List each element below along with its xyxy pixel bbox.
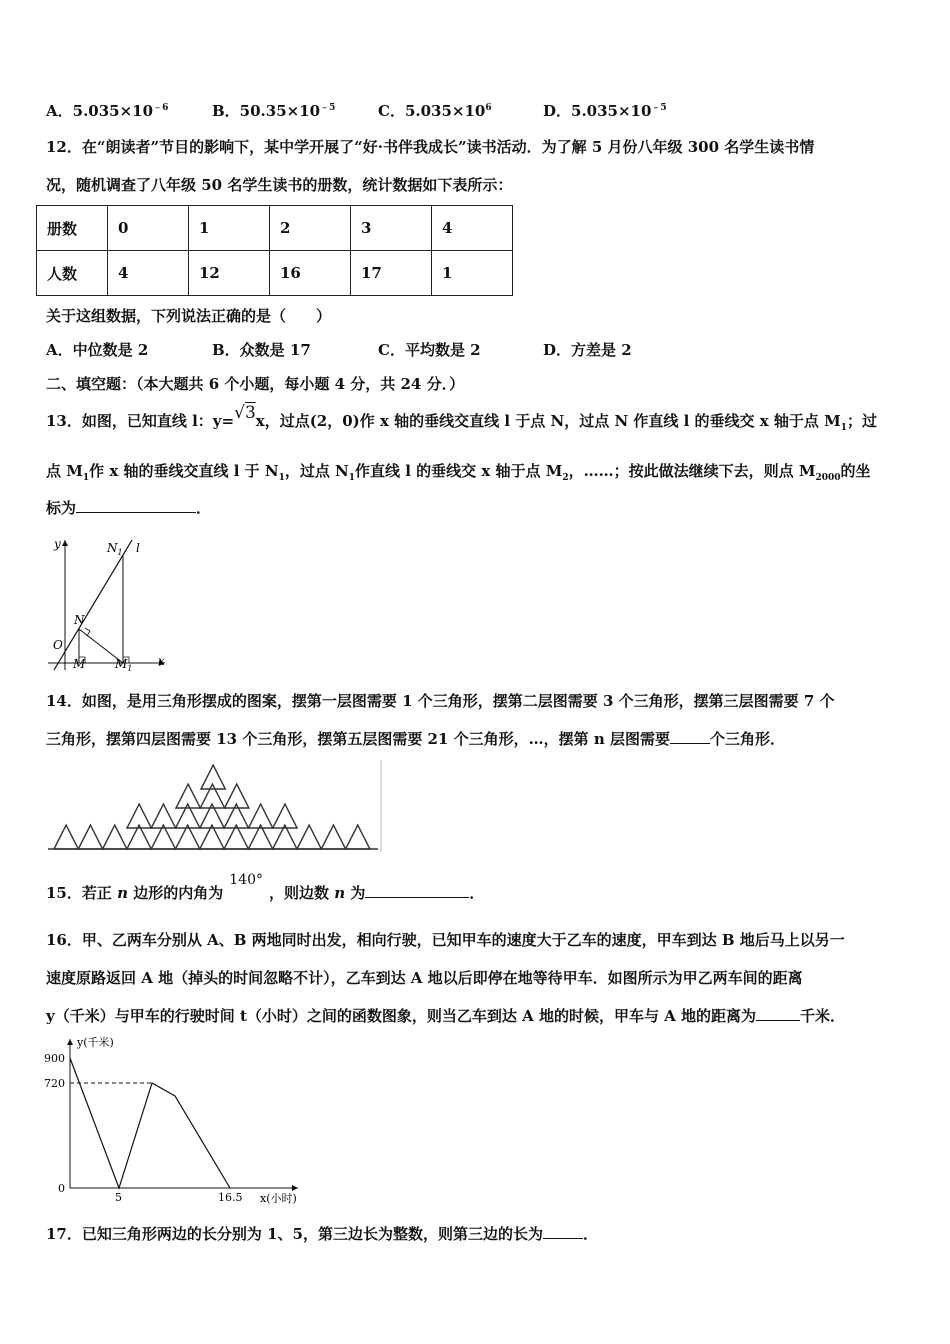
table-cell: 册数 (37, 206, 108, 251)
q14-text-line1: 14．如图，是用三角形摆成的图案，摆第一层图需要 1 个三角形，摆第二层图需要 3 个三角形，摆第三层图需要 7 个 (46, 692, 835, 710)
triangle (78, 825, 102, 849)
q12-data-table (36, 205, 513, 296)
q16-graph (40, 1034, 320, 1208)
table-row (37, 251, 513, 296)
answer-blank (76, 498, 196, 513)
label-o: O (53, 638, 63, 652)
q12-option-b: B．众数是 17 (212, 341, 311, 359)
q12-text-line1: 12．在“朗读者”节目的影响下，某中学开展了“好·书伴我成长”读书活动．为了解 5 月份八年级 300 名学生读书情 (46, 138, 815, 156)
q15-text: 15．若正 n 边形的内角为140°，则边数 n 为 ． (46, 872, 485, 902)
q12-text-line2: 况，随机调查了八年级 50 名学生读书的册数，统计数据如下表所示： (46, 176, 513, 194)
q16-text-line2: 速度原路返回 A 地（掉头的时间忽略不计），乙车到达 A 地以后即停在地等待甲车．如图所示为甲乙两车间的距离 (46, 969, 803, 987)
answer-blank (543, 1224, 583, 1239)
triangle (346, 825, 370, 849)
answer-blank (756, 1006, 800, 1021)
y-axis-arrow (67, 1039, 73, 1045)
label-n1: $N_1$ (107, 541, 123, 557)
table-cell: 1 (432, 251, 513, 296)
q11-option-b: B．$50.35\times 10^{﹣5}$ (212, 102, 336, 120)
q12-option-d: D．方差是 2 (543, 341, 632, 359)
table-cell: 2 (270, 206, 351, 251)
table-cell: 4 (108, 251, 189, 296)
tick-5: 5 (115, 1191, 122, 1204)
tick-720: 720 (44, 1077, 65, 1090)
table-cell: 0 (108, 206, 189, 251)
section-heading: 二、填空题：（本大题共 6 个小题，每小题 4 分，共 24 分．） (46, 375, 465, 393)
q13-text-line3: 标为 ． (46, 499, 212, 517)
q12-option-c: C．平均数是 2 (378, 341, 481, 359)
table-cell: 17 (351, 251, 432, 296)
table-cell: 12 (189, 251, 270, 296)
q13-text-line2: 点 $M_1$作 x 轴的垂线交直线 l 于 $N_1$，过点 $N_1$作直线 l 的垂线交 x 轴于点 $M_2$，……；按此做法继续下去，则点 $M_{2000}$的坐 (46, 462, 871, 483)
table-cell: 4 (432, 206, 513, 251)
triangle (297, 825, 321, 849)
table-cell: 3 (351, 206, 432, 251)
answer-blank (670, 729, 710, 744)
q11-option-a: A．$5.035\times 10^{﹣6}$ (46, 102, 169, 120)
q12-option-a: A．中位数是 2 (46, 341, 149, 359)
x-axis-arrow (292, 1185, 298, 1191)
q11-option-c: C．$5.035\times 10^6$ (378, 102, 492, 120)
tick-900: 900 (44, 1052, 65, 1065)
q16-text-line3: y（千米）与甲车的行驶时间 t（小时）之间的函数图象，则当乙车到达 A 地的时候，甲车与 A 地的距离为 千米． (46, 1007, 846, 1025)
y-axis-label: y(千米) (77, 1036, 114, 1049)
table-cell: 人数 (37, 251, 108, 296)
triangle-pattern (48, 765, 378, 849)
q13-text-line1: 13．如图，已知直线 l：y=√3x，过点(2，0)作 x 轴的垂线交直线 l 于点 N，过点 N 作直线 l 的垂线交 x 轴于点 $M_1$；过 (46, 403, 878, 433)
q14-text-line2: 三角形，摆第四层图需要 13 个三角形，摆第五层图需要 21 个三角形，…，摆第 n 层图需要 个三角形． (46, 730, 786, 748)
q16-text-line1: 16．甲、乙两车分别从 A、B 两地同时出发，相向行驶，已知甲车的速度大于乙车的速度，甲车到达 B 地后马上以另一 (46, 931, 845, 949)
answer-blank (365, 883, 469, 898)
triangle (103, 825, 127, 849)
table-cell: 1 (189, 206, 270, 251)
label-x: x (158, 654, 165, 668)
table-row (37, 206, 513, 251)
y-axis-arrow (62, 540, 68, 546)
tick-16-5: 16.5 (218, 1191, 243, 1204)
table-cell: 16 (270, 251, 351, 296)
triangle (321, 825, 345, 849)
q14-triangle-figure (44, 760, 384, 856)
tick-0: 0 (58, 1182, 65, 1195)
angle-value: 140° (229, 872, 263, 888)
triangle (54, 825, 78, 849)
q17-text: 17．已知三角形两边的长分别为 1、5，第三边长为整数，则第三边的长为 ． (46, 1225, 598, 1243)
q13-figure (40, 532, 180, 672)
q12-question: 关于这组数据，下列说法正确的是（ ） (46, 307, 332, 325)
distance-curve (70, 1058, 230, 1188)
label-m: M (73, 657, 86, 671)
label-l: l (136, 541, 140, 555)
label-y: y (54, 537, 61, 551)
label-m1: $M_1$ (115, 657, 133, 672)
label-n: N (74, 613, 85, 627)
x-axis-label: x(小时) (260, 1192, 297, 1205)
q11-option-d: D．$5.035\times 10^{﹣5}$ (543, 102, 667, 120)
line-l (54, 540, 132, 670)
